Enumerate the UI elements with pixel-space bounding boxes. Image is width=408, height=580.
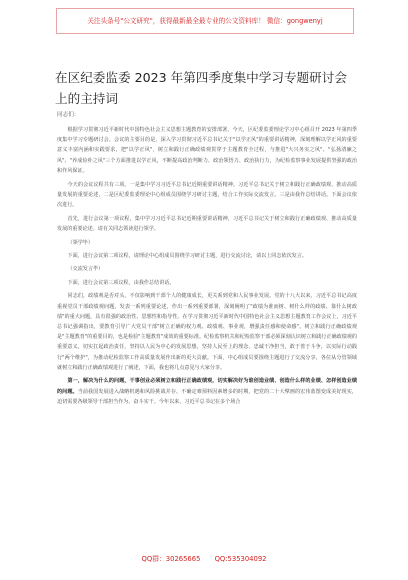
paragraph-agenda: 今天的会议议程共有三项。一是集中学习习近平总书记近期重要讲话精神。习近平总书记关于树立和践行正确政绩观、推动高质量发展的重要论述，二是区纪委监委理论中心组成员围绕学习研讨主题，结合工作实际交流发言。三是由我作总结讲话。下面会议依次进行。 bbox=[57, 181, 357, 208]
promo-banner: 关注头条号"公文研究"，获得最新最全最专业的公文资料库！ 微信：gongwenyj bbox=[56, 8, 354, 34]
paragraph-intro: 根据学习贯彻习近平新时代中国特色社会主义思想主题教育的安排部署，今天，区纪委监委理论学习中心组召开 2023 年第四季度集中学习专题研讨会。会议的主要目的是，深入学习贯彻习近平总书记关于"以学正风"的重要讲话精神，深刻理解以学正风的重要意义丰富内涵和实践要求，把"以学正风"，树立和践行正确政绩观贯穿于主题教育全过程，与推进"大兴务实之风"、"弘扬清廉之风"、"养成俭朴之风"三个方面推进以学正风，不断提高政治判断力、政治领悟力、政治执行力，为纪检监察事业发展提供坚强的政治和作风保证。 bbox=[57, 127, 357, 174]
qq-number: QQ:535304092 bbox=[214, 555, 267, 563]
paragraph-item-one: 首先，进行会议第一项议程，集中学习习近平总书记近期重要讲话精神，习近平总书记关于树立和践行正确政绩观、推动高质量发展的重要论述。请有关同志领读进行领学。 bbox=[57, 215, 357, 232]
paragraph-summary: 同志们，政绩观是否对头，不仅影响到干部个人的健康成长，更关系到党和人民事业发展。党的十八大以来，习近平总书记高度重视党员干部政绩观问题，发表一系列重要论述，作出一系列重要部署，深刻阐明了"政绩为谁而树、树什么样的政绩、靠什么树政绩"的重大问题，具有很强的政治性、思想性和指导性。在学习贯彻习近平新时代中国特色社会主义思想主题教育工作会议上，习近平总书记强调指出，要教育引导广大党员干部"树立正确的权力观、政绩观、事业观，增强责任感和使命感"。树立和践行正确政绩观是"主题教育"的重要目的，也是检验"主题教育"成效的重要标准。纪检监察机关和纪检监察干部必须深刻认识树立和践行正确政绩观的重要意义，切实扛起政治责任，坚持以人民为中心的发展思想，坚持人民至上的理念，忠诚干净担当，敢于善于斗争，以实际行动践行"两个维护"，为推动纪检监察工作高质量发展作出新的更大贡献。下面，中心组成员要围绕主题进行了交流分享，各位从分管领域就树立和践行正确政绩观进行了阐述，下面，我也将几点意见与大家分享。 bbox=[57, 293, 357, 371]
document-body bbox=[57, 125, 357, 555]
qq-group: QQ群：30265665 bbox=[141, 555, 201, 563]
salutation: 同志们： bbox=[57, 112, 80, 118]
paragraph-point-one bbox=[57, 376, 357, 407]
paragraph-discussion-done: （交流发言毕） bbox=[67, 266, 104, 273]
paragraph-item-two: 下面，进行会议第二项议程，请理论中心组成员围绕学习研讨主题，进行交流讨论，请以上同志依次发言。 bbox=[67, 252, 307, 259]
paragraph-item-three: 下面，进行会议第三项议程，由我作总结讲话。 bbox=[67, 279, 175, 286]
document-title: 在区纪委监委 2023 年第四季度集中学习专题研讨会上的主持词 bbox=[55, 70, 347, 106]
point-one-lead: 第一，解决为什么的问题，干事创业必须树立和践行正确政绩观，切实解决好为谁创造业绩、创造什么样的业绩、怎样创造业绩的问题。 bbox=[57, 378, 357, 395]
footer-contact bbox=[0, 554, 408, 564]
point-one-text: 当前我国发展进入战略机遇和风险挑战并存、不确定难预料因素增多的时期，把党的二十大擘画的宏伟蓝图变成美好现实，迫切需要各级领导干部担当作为、奋斗实干。今年以来，习近平总书记在多个场合 bbox=[57, 388, 357, 405]
paragraph-lead-reading-done: （领学毕） bbox=[67, 239, 93, 246]
